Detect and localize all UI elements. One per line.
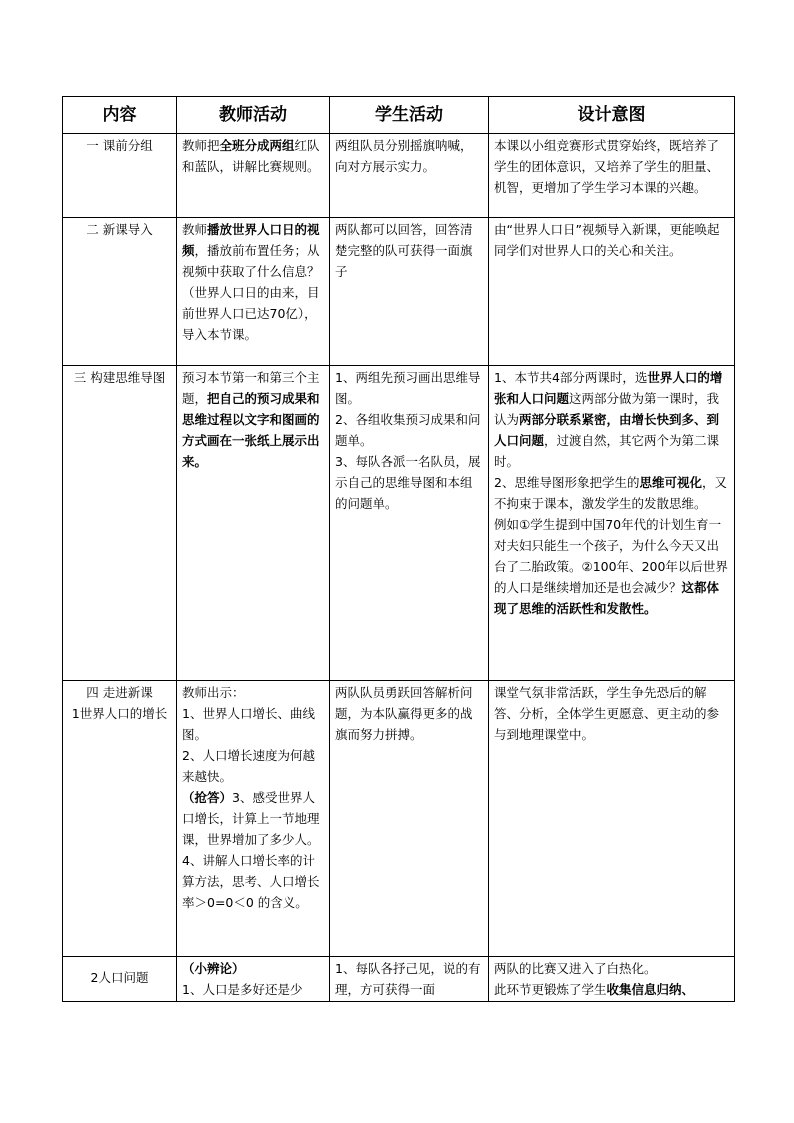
text-run: 例如①学生提到中国70年代的计划生育一对夫妇只能生一个孩子，为什么今天又出台了二胎政策。②100年、200年以后世界的人口是继续增加还是也会减少？: [494, 517, 728, 595]
paragraph: [182, 745, 324, 787]
paragraph: [182, 958, 324, 979]
text-run: 此环节更锻炼了学生: [494, 982, 607, 997]
bold-text-run: 两部分联系紧密，由增长快到多、到人口问题: [494, 412, 720, 448]
table-row: [63, 366, 735, 681]
bold-text-run: 播放世界人口日的视频: [182, 222, 320, 258]
section-cell: 三 构建思维导图: [63, 366, 177, 681]
header-teacher-activity: 教师活动: [177, 97, 330, 134]
section-cell: 四 走进新课 1世界人口的增长: [63, 681, 177, 957]
bold-text-run: （抢答）: [182, 790, 233, 805]
text-run: 1、本节共4部分两课时，选: [494, 370, 648, 385]
text-run: ，播放前布置任务；从视频中获取了什么信息？（世界人口日的由来，目前世界人口已达70亿），导入本节课。: [182, 243, 320, 342]
paragraph: [182, 682, 324, 703]
text-run: 两队队员勇跃回答解析问题，为本队赢得更多的战旗而努力拼搏。: [335, 685, 473, 742]
intent-cell: [489, 218, 735, 366]
text-run: 教师出示：: [182, 685, 245, 700]
student-cell: [330, 957, 489, 1002]
student-cell: [330, 134, 489, 218]
text-run: 1、每队各抒己见，说的有理，方可获得一面: [335, 961, 481, 997]
bold-text-run: （小辨论）: [182, 961, 245, 976]
section-cell: 2人口问题: [63, 957, 177, 1002]
text-run: 1、人口是多好还是少: [182, 982, 303, 997]
text-run: 3、感受世界人口增长，计算上一节地理课，世界增加了多少人。: [182, 790, 320, 847]
text-run: ，又不拘束于课本，激发学生的发散思维。: [494, 475, 727, 511]
bold-text-run: 思维可视化: [639, 475, 702, 490]
table-row: [63, 134, 735, 218]
paragraph: [494, 472, 729, 514]
header-content: 内容: [63, 97, 177, 134]
text-run: 两队都可以回答，回答清楚完整的队可获得一面旗子: [335, 222, 473, 279]
paragraph: [494, 979, 729, 1000]
student-cell: [330, 218, 489, 366]
student-step: 2、各组收集预习成果和问题单。: [335, 412, 481, 448]
table-row: [63, 218, 735, 366]
paragraph: [182, 850, 324, 913]
paragraph: [494, 958, 729, 979]
text-run: 教师: [182, 222, 208, 237]
table-row: [63, 957, 735, 1002]
text-run: 由“世界人口日”视频导入新课，更能唤起同学们对世界人口的关心和关注。: [494, 222, 720, 258]
text-run: 2、思维导图形象把学生的: [494, 475, 640, 490]
paragraph: [182, 703, 324, 745]
text-run: 本课以小组竞赛形式贯穿始终，既培养了学生的团体意识，又培养了学生的胆量、机智，更增加了学生学习本课的兴趣。: [494, 138, 720, 195]
table-row: [63, 681, 735, 957]
bold-text-run: 把自己的预习成果和思维过程以文字和图画的方式画在一张纸上展示出来。: [182, 391, 320, 469]
text-run: 2、人口增长速度为何越来越快。: [182, 748, 315, 784]
text-run: 4、讲解人口增长率的计算方法，思考、人口增长率＞0=0＜0 的含义。: [182, 853, 320, 910]
section-cell: 一 课前分组: [63, 134, 177, 218]
text-run: 两组队员分别摇旗呐喊，向对方展示实力。: [335, 138, 473, 174]
text-run: 课堂气氛非常活跃，学生争先恐后的解答、分析，全体学生更愿意、更主动的参与到地理课堂中。: [494, 685, 720, 742]
text-run: 预习本节第一和第三个主题，: [182, 370, 320, 406]
text-run: 这两部分做为第一课时，我认为: [494, 391, 720, 427]
teacher-cell: [177, 134, 330, 218]
text-run: 红队和蓝队，讲解比赛规则。: [182, 138, 320, 174]
text-run: 教师把: [182, 138, 220, 153]
paragraph: [494, 367, 729, 472]
intent-cell: [489, 957, 735, 1002]
paragraph: [182, 979, 324, 1000]
text-run: 1、世界人口增长、曲线图。: [182, 706, 315, 742]
teacher-cell: [177, 681, 330, 957]
text-run: 两队的比赛又进入了白热化。: [494, 961, 657, 976]
bold-text-run: 全班分成两组: [219, 138, 295, 153]
teacher-cell: [177, 366, 330, 681]
lesson-plan-table: [62, 96, 735, 1002]
teacher-cell: [177, 218, 330, 366]
paragraph: [494, 514, 729, 619]
section-cell: 二 新课导入: [63, 218, 177, 366]
student-cell: [330, 366, 489, 681]
bold-text-run: 世界人口的增张和人口问题: [494, 370, 723, 406]
header-row: [63, 97, 735, 134]
student-step: 1、两组先预习画出思维导图。: [335, 370, 481, 406]
header-student-activity: 学生活动: [330, 97, 489, 134]
text-run: ，过渡自然，其它两个为第二课时。: [494, 433, 720, 469]
intent-cell: [489, 134, 735, 218]
intent-cell: [489, 681, 735, 957]
student-step: 3、每队各派一名队员，展示自己的思维导图和本组的问题单。: [335, 454, 481, 511]
paragraph: [182, 787, 324, 850]
bold-text-run: 收集信息归纳、: [606, 982, 695, 997]
student-cell: [330, 681, 489, 957]
bold-text-run: 这都体现了思维的活跃性和发散性。: [494, 580, 720, 616]
header-design-intent: 设计意图: [489, 97, 735, 134]
intent-cell: [489, 366, 735, 681]
teacher-cell: [177, 957, 330, 1002]
